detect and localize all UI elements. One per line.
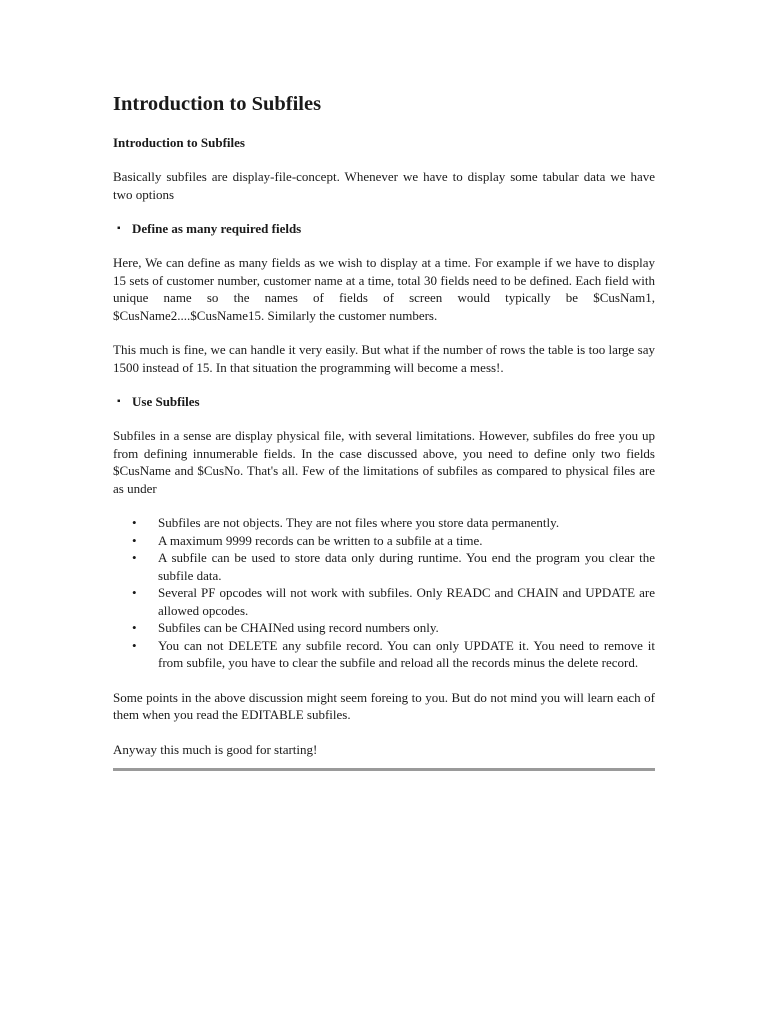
option2-label: Use Subfiles	[132, 394, 200, 409]
option1-heading	[113, 220, 655, 237]
option1-paragraph-2: This much is fine, we can handle it very easily. But what if the number of rows the table is too large say 1500 instead of 15. In that situation the programming will become a mess!.	[113, 342, 655, 375]
list-item-text: A subfile can be used to store data only during runtime. You end the program you clear the subfile data.	[158, 550, 655, 583]
limitations-list	[113, 514, 655, 672]
option1-paragraph-1: Here, We can define as many fields as we wish to display at a time. For example if we have to display 15 sets of customer number, customer name at a time, total 30 fields need to be defined. Each field with unique name so the names of fields of screen would typically be $CusNam1, $CusName2....$CusName15. Similarly the customer numbers.	[113, 255, 655, 323]
bullet-icon: •	[132, 637, 137, 653]
list-item-text: A maximum 9999 records can be written to a subfile at a time.	[158, 532, 483, 548]
list-item-text: Subfiles can be CHAINed using record numbers only.	[158, 620, 439, 635]
option2-heading	[113, 393, 655, 410]
closing-paragraph-2: Anyway this much is good for starting!	[113, 741, 318, 757]
document-title: Introduction to Subfiles	[113, 93, 322, 115]
list-item	[113, 514, 655, 532]
horizontal-rule	[113, 768, 655, 771]
square-bullet-icon: ▪	[117, 223, 121, 234]
bullet-icon: •	[132, 550, 137, 565]
intro-paragraph: Basically subfiles are display-file-concept. Whenever we have to display some tabular data we have two options	[113, 169, 655, 202]
list-item	[113, 584, 655, 619]
list-item-text: You can not DELETE any subfile record. You can only UPDATE it. You need to remove it from subfile, you have to clear the subfile and reload all the records minus the delete record.	[158, 637, 655, 670]
bullet-icon: •	[132, 515, 137, 530]
list-item	[113, 619, 655, 637]
square-bullet-icon: ▪	[117, 396, 121, 407]
list-item	[113, 532, 655, 550]
bullet-icon: •	[132, 532, 137, 548]
option2-paragraph-1: Subfiles in a sense are display physical file, with several limitations. However, subfiles do free you up from defining innumerable fields. In the case discussed above, you need to define only two fields $CusName and $CusNo. That's all. Few of the limitations of subfiles as compared to physical files are as under	[113, 428, 655, 496]
document-page	[113, 92, 655, 771]
bullet-icon: •	[132, 585, 137, 600]
closing-paragraph-1: Some points in the above discussion might seem foreing to you. But do not mind you will learn each of them when you read the EDITABLE subfiles.	[113, 689, 655, 722]
subheading: Introduction to Subfiles	[113, 135, 245, 150]
list-item	[113, 549, 655, 584]
list-item-text: Subfiles are not objects. They are not files where you store data permanently.	[158, 515, 560, 530]
bullet-icon: •	[132, 620, 137, 635]
list-item-text: Several PF opcodes will not work with subfiles. Only READC and CHAIN and UPDATE are allowed opcodes.	[158, 585, 655, 618]
option1-label: Define as many required fields	[132, 221, 302, 236]
list-item	[113, 637, 655, 672]
